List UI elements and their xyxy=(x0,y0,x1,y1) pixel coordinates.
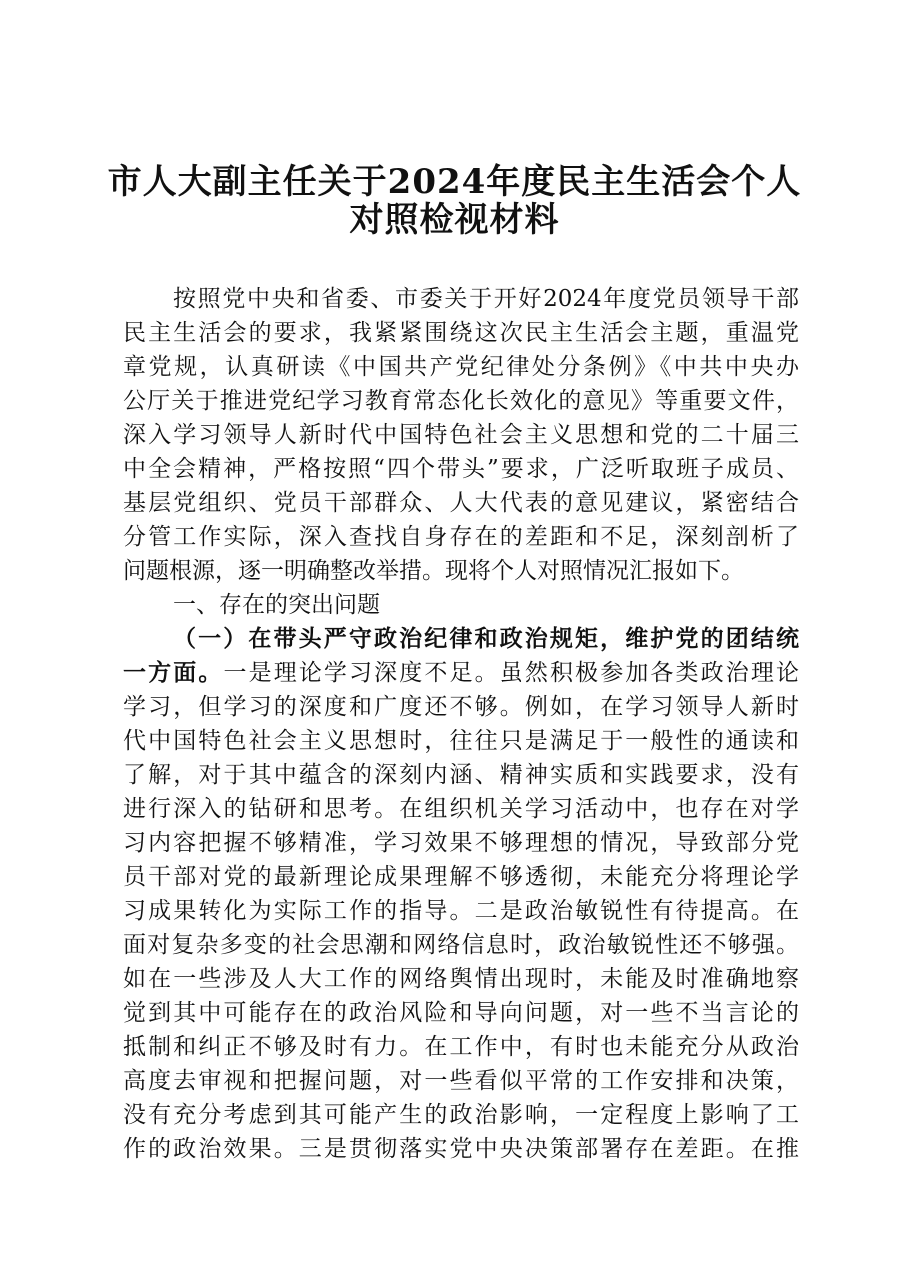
intro-line: 基层党组织、党员干部群众、人大代表的意见建议，紧密结合 xyxy=(123,490,799,516)
body-line: 学习，但学习的深度和广度还不够。例如，在学习领导人新时 xyxy=(123,694,799,720)
intro-line: 问题根源，逐一明确整改举措。现将个人对照情况汇报如下。 xyxy=(123,558,744,584)
body-line: 没有充分考虑到其可能产生的政治影响，一定程度上影响了工 xyxy=(123,1102,799,1128)
body-line: 了解，对于其中蕴含的深刻内涵、精神实质和实践要求，没有 xyxy=(123,762,799,788)
body-text: 一是理论学习深度不足。虽然积极参加各类政治理论 xyxy=(223,660,800,686)
intro-line: 中全会精神，严格按照“四个带头”要求，广泛听取班子成员、 xyxy=(123,456,799,482)
body-line: 习内容把握不够精准，学习效果不够理想的情况，导致部分党 xyxy=(123,830,799,856)
body-line: 抵制和纠正不够及时有力。在工作中，有时也未能充分从政治 xyxy=(123,1034,799,1060)
body-line: 面对复杂多变的社会思潮和网络信息时，政治敏锐性还不够强。 xyxy=(123,932,799,958)
body-line: 习成果转化为实际工作的指导。二是政治敏锐性有待提高。在 xyxy=(123,898,799,924)
subsection-heading-tail: 一方面。 xyxy=(123,659,224,686)
body-line: 员干部对党的最新理论成果理解不够透彻，未能充分将理论学 xyxy=(123,864,799,890)
body-line: 高度去审视和把握问题，对一些看似平常的工作安排和决策， xyxy=(123,1068,799,1094)
intro-line: 按照党中央和省委、市委关于开好2024年度党员领导干部 xyxy=(173,286,799,312)
document-title-line-2: 对照检视材料 xyxy=(349,200,560,240)
section-heading: 一、存在的突出问题 xyxy=(173,592,380,618)
body-line: 觉到其中可能存在的政治风险和导向问题，对一些不当言论的 xyxy=(123,1000,799,1026)
subsection-heading-line xyxy=(173,624,799,654)
document-title-line-1: 市人大副主任关于2024年度民主生活会个人 xyxy=(107,162,802,202)
intro-line: 分管工作实际，深入查找自身存在的差距和不足，深刻剖析了 xyxy=(123,524,799,550)
subsection-heading-text: （一）在带头严守政治纪律和政治规矩，维护党的团结统 xyxy=(173,625,799,652)
body-line: 进行深入的钻研和思考。在组织机关学习活动中，也存在对学 xyxy=(123,796,799,822)
subsection-body-line xyxy=(123,658,799,688)
body-line: 如在一些涉及人大工作的网络舆情出现时，未能及时准确地察 xyxy=(123,966,799,992)
body-line: 代中国特色社会主义思想时，往往只是满足于一般性的通读和 xyxy=(123,728,799,754)
body-line: 作的政治效果。三是贯彻落实党中央决策部署存在差距。在推 xyxy=(123,1136,799,1162)
intro-line: 章党规，认真研读《中国共产党纪律处分条例》《中共中央办 xyxy=(123,354,799,380)
intro-line: 公厅关于推进党纪学习教育常态化长效化的意见》等重要文件， xyxy=(123,388,799,414)
intro-line: 深入学习领导人新时代中国特色社会主义思想和党的二十届三 xyxy=(123,422,799,448)
intro-line: 民主生活会的要求，我紧紧围绕这次民主生活会主题，重温党 xyxy=(123,320,799,346)
